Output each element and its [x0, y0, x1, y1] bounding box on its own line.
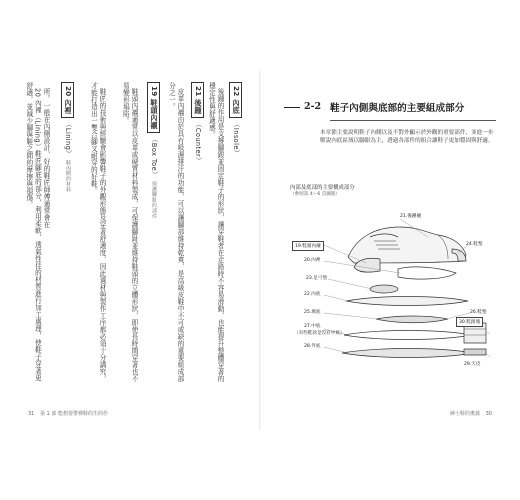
entry-heading: 22 內底: [229, 82, 242, 118]
figure-subtitle: （參照第 4～6 頁圖版）: [290, 192, 341, 197]
entry-heading-en: （Lining）: [64, 120, 72, 158]
callout-shank: 26.鞋墊: [470, 310, 487, 315]
callout-lining: 20.內裡: [304, 258, 321, 263]
right-page: [260, 0, 520, 500]
callout-sock-liner: 24.鞋墊: [466, 242, 483, 247]
page-number: 31: [28, 411, 35, 417]
chapter-label: 第 1 部: [39, 411, 57, 417]
callout-box-toe: 19.鞋頭內襯: [292, 241, 324, 251]
text-column-6: [162, 82, 184, 382]
paragraph: 20 內裡（Lining）鞋匠腳底的部分，利用柔軟、透氣性佳的材質進行加工處理，使鞋子穿著更舒適，並減少腳與鞋之間的摩擦與損傷。: [24, 82, 42, 381]
callout-insole: 22.內底: [304, 292, 321, 297]
callout-arch-pad: 23.足弓墊: [306, 276, 328, 281]
book-title: 紳士鞋的奧義: [450, 411, 481, 417]
callout-filler: 25.填底: [304, 310, 321, 315]
heading-column-20: [54, 82, 74, 382]
heading-column-19: [140, 82, 160, 382]
paragraph: 鞋頭內襯通常以皮革或硬質材料製成，可保護腳趾並維持鞋頭的立體形狀，即使長時間穿著也不易變形塌陷。: [121, 82, 138, 382]
callout-top-lift: 29.天皮: [464, 362, 481, 367]
callout-heel-block: 30.鞋跟塊: [456, 317, 483, 327]
page-number: 30: [485, 411, 492, 417]
exploded-shoe-diagram: [288, 197, 498, 377]
entry-heading-en: （Counter）: [194, 120, 202, 165]
intro-paragraph: 本章節主要說明鞋子內側以及不對外顯示於外觀的重要部件，並進一步解說內底區域以腳跟為主，透過各部件的組合讓鞋子更加穩固與舒適。: [320, 130, 494, 144]
entry-heading: 19 鞋頭內襯: [147, 82, 160, 133]
entry-heading-en: （Insole）: [232, 120, 240, 157]
entry-heading: 20 內裡: [61, 82, 74, 118]
entry-note: 鞋內側的材料: [65, 159, 71, 193]
callout-midsole: 27.中底: [304, 324, 321, 329]
entry-heading: 21 後踵: [191, 82, 204, 118]
heading-column-21: [186, 82, 204, 382]
shoe-illustration: [288, 197, 498, 377]
paragraph: 鞋匠的技術與經驗會影響鞋子的外觀形態及穿著舒適度，因此選材與製作工序都必須十分講究，才能打造出一雙合腳又耐穿的好鞋。: [89, 82, 106, 382]
right-footer: [450, 410, 496, 417]
entry-note: 保護腳趾的部件: [151, 180, 157, 219]
chapter-title: 能想要帶裸鞋的生的作: [57, 411, 108, 417]
figure-title: 內部及底部的主要構成部分: [290, 185, 355, 191]
callout-outsole: 28.外底: [304, 344, 321, 349]
paragraph: 後踵的作用是支撐腳跟並固定鞋子的形狀，讓穿鞋者在走路時不容易滑動，也能提升整體穿著的穩定性與舒適感。: [207, 82, 224, 382]
section-rule: [284, 107, 300, 108]
callout-heel-counter: 21.後踵襯: [400, 214, 422, 219]
left-footer: [24, 410, 108, 417]
paragraph: 所。一般在內側設計，好的鞋匠師傅通常會在: [42, 87, 50, 228]
text-column-1: [24, 82, 50, 382]
section-number: 2-2: [304, 101, 322, 112]
entry-heading-en: （Box Toe）: [150, 135, 158, 179]
heading-column-22: [226, 82, 242, 382]
callout-midsole-note: （有些鞋款是沒有中底）: [294, 331, 345, 336]
section-underline: [330, 120, 496, 121]
text-column-4: [108, 82, 138, 382]
paragraph: 皮革內襯由於具有吸濕排汗的功能，可以讓腳部維持乾爽，是高級皮鞋中不可或缺的重要組成部分之一。: [167, 82, 184, 382]
text-column-3: [76, 82, 106, 382]
text-column-8: [206, 82, 224, 382]
section-title: 鞋子內側與底部的主要組成部分: [330, 103, 465, 114]
